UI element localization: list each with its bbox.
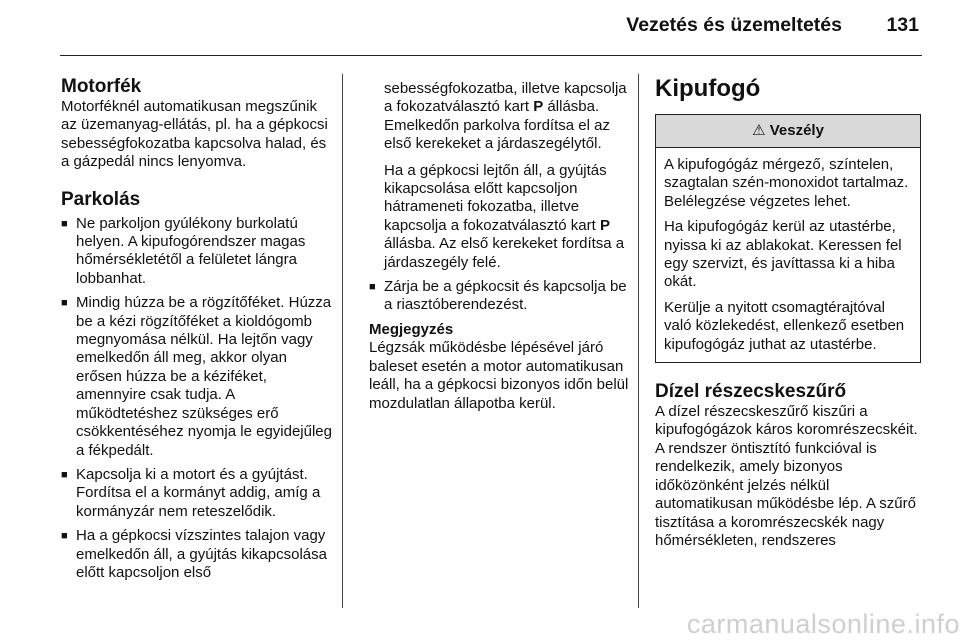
warning-header	[656, 115, 920, 148]
list-item-text: Ha a gépkocsi vízszintes talajon vagy emelkedőn áll, a gyújtás kikapcsolása előtt kapcsoljon első	[76, 527, 327, 581]
motorfek-text: Motorféknél automatikusan megszűnik az üzemanyag-ellátás, pl. ha a gépkocsi sebességfokozatba kapcsolva halad, és a gázpedál nincs lenyomva.	[61, 98, 328, 171]
continued-text: Ha a gépkocsi lejtőn áll, a gyújtás kikapcsolása előtt kapcsoljon hátrameneti fokozatba, illetve kapcsolja a fokozatválasztó kart P állásba. Az első kerekeket fordítsa a járdaszegély felé.	[384, 161, 625, 271]
warning-title: Veszély	[769, 122, 824, 139]
parkolas-list-cont	[369, 278, 631, 315]
section-heading-parkolas: Parkolás	[61, 188, 141, 210]
column-divider	[342, 74, 343, 608]
list-item-text: Kapcsolja ki a motort és a gyújtást. Fordítsa el a kormányt addig, amíg a kormányzár nem reteszelődik.	[76, 465, 321, 520]
page-number: 131	[886, 14, 919, 36]
list-item-text: Zárja be a gépkocsit és kapcsolja be a riasztóberendezést.	[384, 278, 627, 314]
warning-icon: ⚠	[752, 122, 766, 139]
list-item-text: Ne parkoljon gyúlékony burkolatú helyen. A kipufogórendszer magas hőmérsékletétől a felületet lángra lobbanhat.	[76, 214, 306, 287]
page-header	[60, 14, 922, 54]
note-text: Légzsák működésbe lépésével járó baleset esetén a motor automatikusan leáll, ha a gépkocsi bizonyos időn belül mozdulatlan állapotba kerül.	[369, 339, 629, 412]
list-item-text: Mindig húzza be a rögzítőféket. Húzza be a kézi rögzítőféket a kioldógomb megnyomása nélkül. Ha lejtőn vagy emelkedőn áll meg, akkor olyan erősen húzza be a kéziféket, amennyire csak tudja. A működtetéshez szükséges erő csökkentéséhez nyomja le egyidejűleg a fékpedált.	[76, 294, 332, 459]
column-divider	[638, 74, 639, 608]
list-item	[61, 294, 333, 460]
warning-paragraph: Ha kipufogógáz kerül az utastérbe, nyissa ki az ablakokat. Keressen fel egy szervizt, és javíttassa ki a hiba okát.	[664, 218, 902, 291]
warning-body	[656, 148, 920, 362]
list-item	[61, 215, 333, 289]
watermark: carmanualsonline.info	[686, 609, 960, 639]
header-rule	[60, 55, 922, 56]
section-heading-kipufogo: Kipufogó	[655, 75, 761, 102]
section-heading-dizel: Dízel részecskeszűrő	[655, 381, 847, 403]
column-3	[655, 74, 921, 550]
continued-text: sebességfokozatba, illetve kapcsolja a fokozatválasztó kart P állásba. Emelkedőn parkolva fordítsa el az első kerekeket a járdaszegélytől.	[384, 80, 627, 153]
bullet-icon: ■	[61, 217, 68, 230]
section-heading-motorfek: Motorfék	[61, 76, 142, 97]
warning-box	[655, 114, 921, 363]
note-title: Megjegyzés	[369, 320, 454, 338]
bullet-icon: ■	[61, 468, 68, 481]
list-item	[369, 278, 631, 315]
bullet-icon: ■	[369, 281, 376, 294]
list-item	[61, 527, 333, 582]
list-item	[61, 466, 333, 521]
warning-paragraph: Kerülje a nyitott csomagtérajtóval való közlekedést, ellenkező esetben kipufogógáz juthat az utastérbe.	[664, 298, 905, 353]
bullet-icon: ■	[61, 297, 68, 310]
column-1	[61, 76, 333, 588]
column-2	[369, 80, 631, 413]
warning-paragraph: A kipufogógáz mérgező, színtelen, szagtalan szén-monoxidot tartalmaz. Belélegzése végzetes lehet.	[664, 156, 909, 210]
bullet-icon: ■	[61, 530, 68, 543]
parkolas-list	[61, 215, 333, 583]
dizel-text: A dízel részecskeszűrő kiszűri a kipufogógázok káros koromrészecskéit. A rendszer öntisztító funkcióval is rendelkezik, amely bizonyos időközönként jelzés nélkül automatikusan működésbe lép. A szűrő tisztítása a koromrészecskék nagy hőmérsékleten, rendszeres	[655, 403, 918, 549]
header-title: Vezetés és üzemeltetés	[626, 14, 842, 36]
